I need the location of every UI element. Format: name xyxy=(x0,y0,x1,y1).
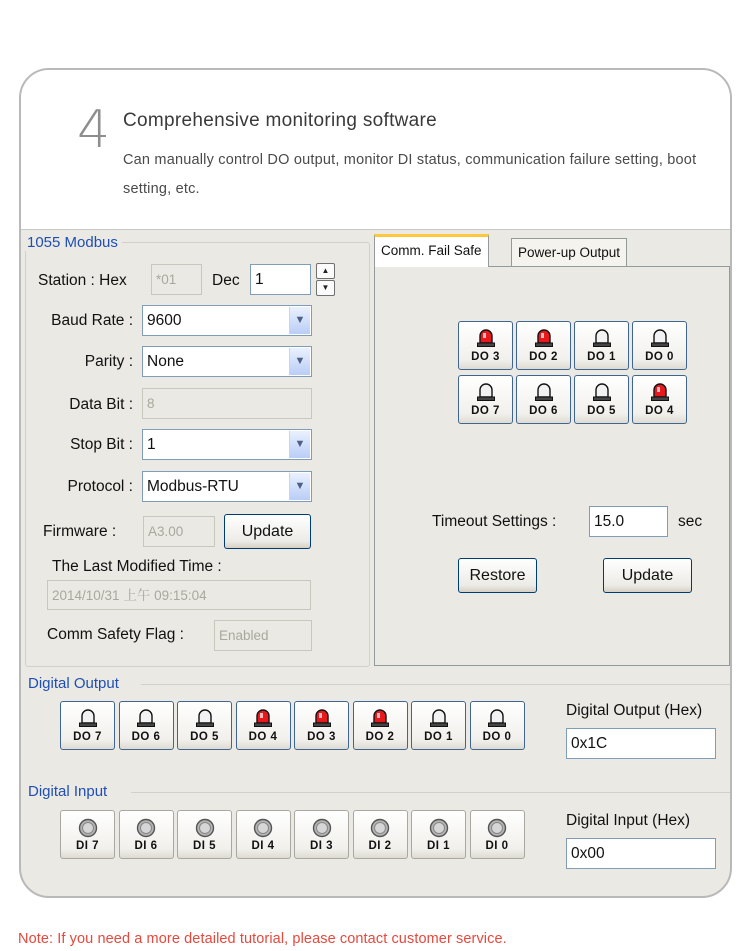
firmware-label: Firmware : xyxy=(43,523,117,540)
tile-label: DO 4 xyxy=(645,405,674,417)
do-tile-do1[interactable] xyxy=(411,701,466,750)
tile-label: DO 0 xyxy=(482,731,512,743)
protocol-label: Protocol : xyxy=(67,478,133,495)
di-tile-di5 xyxy=(177,810,232,859)
parity-value: None xyxy=(147,353,185,370)
station-dec-input[interactable]: 1 xyxy=(250,264,311,295)
do-tile-do4[interactable] xyxy=(632,375,687,424)
tile-label: DO 1 xyxy=(424,731,453,743)
do-tile-do0[interactable] xyxy=(632,321,687,370)
digital-output-hex-field[interactable]: 0x1C xyxy=(566,728,716,759)
led-indicator-icon xyxy=(178,817,231,837)
do-tile-do5[interactable] xyxy=(574,375,629,424)
protocol-select[interactable] xyxy=(142,471,312,502)
alarm-lamp-icon xyxy=(517,382,570,402)
chevron-down-icon[interactable]: ▼ xyxy=(289,431,310,458)
station-dec-label: Dec xyxy=(212,272,240,289)
stop-bit-value: 1 xyxy=(147,436,156,453)
tile-label: DO 5 xyxy=(190,731,219,743)
restore-button[interactable]: Restore xyxy=(458,558,537,593)
chevron-down-icon[interactable]: ▼ xyxy=(289,307,310,334)
tab-comm-fail-safe[interactable]: Comm. Fail Safe xyxy=(374,234,489,267)
led-indicator-icon xyxy=(120,817,173,837)
tile-label: DI 4 xyxy=(251,840,275,852)
protocol-value: Modbus-RTU xyxy=(147,478,239,495)
do-tile-do7[interactable] xyxy=(60,701,115,750)
alarm-lamp-icon xyxy=(178,708,231,728)
led-indicator-icon xyxy=(237,817,290,837)
digital-output-title: Digital Output xyxy=(25,675,123,692)
comm-safety-label: Comm Safety Flag : xyxy=(47,626,184,643)
di-tile-di4 xyxy=(236,810,291,859)
digital-input-hex-label: Digital Input (Hex) xyxy=(566,812,691,829)
alarm-lamp-icon xyxy=(459,382,512,402)
tile-label: DO 3 xyxy=(307,731,336,743)
led-indicator-icon xyxy=(354,817,407,837)
feature-title: Comprehensive monitoring software xyxy=(123,110,438,131)
parity-select[interactable] xyxy=(142,346,312,377)
digital-input-divider xyxy=(131,792,731,793)
tile-label: DO 6 xyxy=(529,405,558,417)
alarm-lamp-icon xyxy=(633,328,686,348)
data-bit-label: Data Bit : xyxy=(69,396,133,413)
led-indicator-icon xyxy=(295,817,348,837)
tutorial-note: Note: If you need a more detailed tutorial, please contact customer service. xyxy=(18,931,507,947)
station-hex-field: *01 xyxy=(151,264,202,295)
stop-bit-select[interactable] xyxy=(142,429,312,460)
digital-output-hex-label: Digital Output (Hex) xyxy=(566,702,703,719)
digital-input-hex-field: 0x00 xyxy=(566,838,716,869)
timeout-input[interactable]: 15.0 xyxy=(589,506,668,537)
do-tile-do0[interactable] xyxy=(470,701,525,750)
tab-power-up-output[interactable]: Power-up Output xyxy=(511,238,627,268)
alarm-lamp-icon xyxy=(237,708,290,728)
do-tile-do2[interactable] xyxy=(516,321,571,370)
alarm-lamp-icon xyxy=(517,328,570,348)
tile-label: DO 7 xyxy=(471,405,500,417)
do-tile-do6[interactable] xyxy=(516,375,571,424)
alarm-lamp-icon xyxy=(61,708,114,728)
chevron-down-icon[interactable]: ▼ xyxy=(289,473,310,500)
alarm-lamp-icon xyxy=(295,708,348,728)
tile-label: DO 1 xyxy=(587,351,616,363)
alarm-lamp-icon xyxy=(120,708,173,728)
comm-safety-field: Enabled xyxy=(214,620,312,651)
failsafe-update-button[interactable]: Update xyxy=(603,558,692,593)
di-tile-di1 xyxy=(411,810,466,859)
di-tile-di2 xyxy=(353,810,408,859)
tile-label: DI 7 xyxy=(75,840,100,852)
tile-label: DO 5 xyxy=(587,405,616,417)
digital-output-divider xyxy=(141,684,731,685)
do-tile-do3[interactable] xyxy=(458,321,513,370)
tile-label: DI 0 xyxy=(485,840,509,852)
tile-label: DI 3 xyxy=(309,840,334,852)
led-indicator-icon xyxy=(61,817,114,837)
tile-label: DI 6 xyxy=(134,840,158,852)
last-modified-label: The Last Modified Time : xyxy=(52,558,222,575)
led-indicator-icon xyxy=(471,817,524,837)
di-tile-di6 xyxy=(119,810,174,859)
tile-label: DI 1 xyxy=(426,840,451,852)
tile-label: DO 2 xyxy=(529,351,558,363)
tile-label: DO 3 xyxy=(471,351,500,363)
do-tile-do2[interactable] xyxy=(353,701,408,750)
tile-label: DO 4 xyxy=(248,731,278,743)
do-tile-do3[interactable] xyxy=(294,701,349,750)
alarm-lamp-icon xyxy=(575,328,628,348)
baud-rate-value: 9600 xyxy=(147,312,182,329)
chevron-down-icon[interactable]: ▼ xyxy=(289,348,310,375)
data-bit-field: 8 xyxy=(142,388,312,419)
baud-rate-label: Baud Rate : xyxy=(51,312,133,329)
firmware-update-button[interactable]: Update xyxy=(224,514,311,549)
di-tile-di3 xyxy=(294,810,349,859)
card-header xyxy=(21,70,730,230)
do-tile-do1[interactable] xyxy=(574,321,629,370)
tile-label: DO 2 xyxy=(365,731,395,743)
software-card xyxy=(19,68,732,898)
tile-label: DI 2 xyxy=(368,840,392,852)
do-tile-do4[interactable] xyxy=(236,701,291,750)
arrow-down-icon[interactable]: ▼ xyxy=(316,280,335,296)
modbus-group-title: 1055 Modbus xyxy=(24,234,122,251)
alarm-lamp-icon xyxy=(633,382,686,402)
parity-label: Parity : xyxy=(84,353,133,370)
do-tile-do7[interactable] xyxy=(458,375,513,424)
baud-rate-select[interactable] xyxy=(142,305,312,336)
stop-bit-label: Stop Bit : xyxy=(70,436,133,453)
digital-input-title: Digital Input xyxy=(25,783,111,800)
alarm-lamp-icon xyxy=(575,382,628,402)
alarm-lamp-icon xyxy=(412,708,465,728)
step-number: 4 xyxy=(77,100,111,160)
arrow-up-icon[interactable]: ▲ xyxy=(316,263,335,279)
led-indicator-icon xyxy=(412,817,465,837)
firmware-field: A3.00 xyxy=(143,516,215,547)
last-modified-field: 2014/10/31 上午 09:15:04 xyxy=(47,580,311,610)
alarm-lamp-icon xyxy=(354,708,407,728)
station-dec-spinner[interactable] xyxy=(316,263,335,296)
timeout-unit: sec xyxy=(678,513,703,530)
feature-description: Can manually control DO output, monitor DI status, communication failure setting, boot setting, etc. xyxy=(123,152,697,197)
station-hex-label: Station : Hex xyxy=(38,272,127,289)
di-tile-di0 xyxy=(470,810,525,859)
timeout-label: Timeout Settings : xyxy=(432,513,557,530)
do-tile-do5[interactable] xyxy=(177,701,232,750)
alarm-lamp-icon xyxy=(459,328,512,348)
tile-label: DO 6 xyxy=(131,731,161,743)
do-tile-do6[interactable] xyxy=(119,701,174,750)
alarm-lamp-icon xyxy=(471,708,524,728)
tile-label: DI 5 xyxy=(192,840,217,852)
tile-label: DO 7 xyxy=(73,731,102,743)
tile-label: DO 0 xyxy=(645,351,674,363)
di-tile-di7 xyxy=(60,810,115,859)
